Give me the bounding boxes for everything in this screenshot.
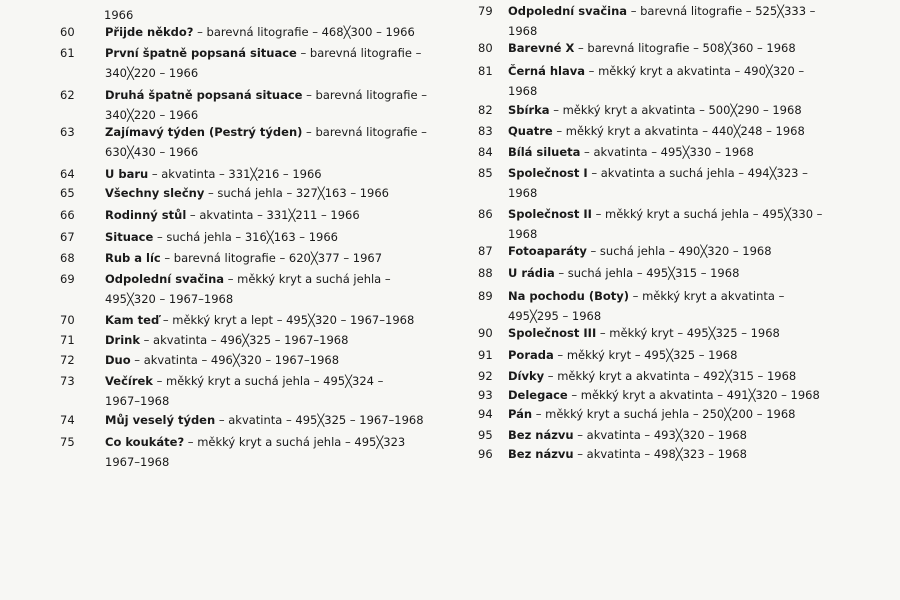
entry-title: Situace	[105, 230, 154, 244]
entry-title: Odpolední svačina	[508, 4, 628, 18]
entry-details: – měkký kryt a suchá jehla – 495╳323	[184, 435, 406, 449]
continuation-line: 1966	[104, 8, 134, 22]
entry-number: 87	[478, 244, 493, 258]
entry-number: 96	[478, 447, 493, 461]
entry-number: 74	[60, 413, 75, 427]
entry-details-cont: 1968	[508, 84, 538, 98]
entry-details-cont: 1967–1968	[105, 394, 170, 408]
entry-number: 72	[60, 353, 75, 367]
entry-details: – měkký kryt a lept – 495╳320 – 1967–1968	[159, 313, 415, 327]
entry-title: Porada	[508, 348, 554, 362]
entry-details-cont: 495╳295 – 1968	[508, 309, 602, 323]
entry-title: Na pochodu (Boty)	[508, 289, 630, 303]
entry-details-cont: 1968	[508, 186, 538, 200]
entry-details: – měkký kryt a akvatinta –	[629, 289, 785, 303]
entry-details-cont: 340╳220 – 1966	[105, 108, 199, 122]
entry-details: – barevná litografie –	[302, 88, 427, 102]
entry-details: – akvatinta – 493╳320 – 1968	[573, 428, 747, 442]
entry-details: – barevná litografie – 525╳333 –	[627, 4, 816, 18]
entry-title: Duo	[105, 353, 131, 367]
entry-title: První špatně popsaná situace	[105, 46, 297, 60]
entry-title: Dívky	[508, 369, 545, 383]
entry-title: Drink	[105, 333, 140, 347]
entry-title: Bez názvu	[508, 428, 574, 442]
entry-title: Kam teď	[105, 313, 160, 327]
entry-details: – měkký kryt a suchá jehla – 495╳324 –	[152, 374, 384, 388]
entry-number: 70	[60, 313, 75, 327]
entry-details: – akvatinta – 496╳320 – 1967–1968	[130, 353, 340, 367]
entry-number: 83	[478, 124, 493, 138]
entry-number: 93	[478, 388, 493, 402]
entry-details: – barevná litografie –	[302, 125, 427, 139]
entry-number: 67	[60, 230, 75, 244]
entry-details: – měkký kryt a suchá jehla – 250╳200 – 1968	[532, 407, 796, 421]
entry-details: – měkký kryt a akvatinta – 490╳320 –	[585, 64, 805, 78]
entry-details-cont: 495╳320 – 1967–1968	[105, 292, 234, 306]
entry-title: Rub a líc	[105, 251, 161, 265]
entry-details: – suchá jehla – 327╳163 – 1966	[204, 186, 389, 200]
entry-title: Přijde někdo?	[105, 25, 194, 39]
entry-title: Quatre	[508, 124, 553, 138]
entry-title: Bez názvu	[508, 447, 574, 461]
entry-number: 69	[60, 272, 75, 286]
entry-title: Delegace	[508, 388, 568, 402]
entry-title: Zajímavý týden (Pestrý týden)	[105, 125, 303, 139]
entry-title: U baru	[105, 167, 149, 181]
entry-details-cont: 340╳220 – 1966	[105, 66, 199, 80]
entry-details-cont: 1967–1968	[105, 455, 170, 469]
entry-number: 63	[60, 125, 75, 139]
entry-details: – barevná litografie – 620╳377 – 1967	[160, 251, 383, 265]
entry-number: 88	[478, 266, 493, 280]
entry-number: 60	[60, 25, 75, 39]
entry-title: Co koukáte?	[105, 435, 185, 449]
entry-number: 81	[478, 64, 493, 78]
entry-details: – akvatinta a suchá jehla – 494╳323 –	[587, 166, 808, 180]
entry-number: 84	[478, 145, 493, 159]
entry-details: – měkký kryt a akvatinta – 492╳315 – 1968	[544, 369, 797, 383]
entry-number: 68	[60, 251, 75, 265]
entry-details: – barevná litografie – 508╳360 – 1968	[574, 41, 796, 55]
entry-details: – akvatinta – 495╳325 – 1967–1968	[215, 413, 424, 427]
entry-details-cont: 630╳430 – 1966	[105, 145, 199, 159]
entry-number: 65	[60, 186, 75, 200]
entry-number: 64	[60, 167, 75, 181]
entry-details: – akvatinta – 331╳216 – 1966	[148, 167, 322, 181]
entry-details: – měkký kryt – 495╳325 – 1968	[553, 348, 738, 362]
entry-number: 90	[478, 326, 493, 340]
entry-number: 80	[478, 41, 493, 55]
entry-number: 91	[478, 348, 493, 362]
entry-title: Můj veselý týden	[105, 413, 216, 427]
entry-number: 92	[478, 369, 493, 383]
entry-details: – suchá jehla – 316╳163 – 1966	[153, 230, 338, 244]
entry-title: U rádia	[508, 266, 555, 280]
entry-number: 89	[478, 289, 493, 303]
entry-details: – měkký kryt – 495╳325 – 1968	[596, 326, 780, 340]
entry-details: – měkký kryt a akvatinta – 500╳290 – 1968	[549, 103, 802, 117]
entry-number: 73	[60, 374, 75, 388]
entry-details: – měkký kryt a suchá jehla – 495╳330 –	[591, 207, 823, 221]
entry-number: 82	[478, 103, 493, 117]
entry-title: Večírek	[105, 374, 153, 388]
entry-details-cont: 1968	[508, 227, 538, 241]
entry-number: 66	[60, 208, 75, 222]
entry-title: Pán	[508, 407, 533, 421]
entry-title: Společnost II	[508, 207, 592, 221]
entry-number: 95	[478, 428, 493, 442]
entry-title: Sbírka	[508, 103, 550, 117]
entry-number: 79	[478, 4, 493, 18]
entry-title: Odpolední svačina	[105, 272, 225, 286]
entry-title: Rodinný stůl	[105, 208, 187, 222]
entry-number: 62	[60, 88, 75, 102]
entry-details: – akvatinta – 498╳323 – 1968	[573, 447, 747, 461]
entry-details: – akvatinta – 496╳325 – 1967–1968	[140, 333, 349, 347]
entry-title: Bílá silueta	[508, 145, 581, 159]
entry-title: Společnost III	[508, 326, 597, 340]
entry-title: Společnost I	[508, 166, 588, 180]
entry-details: – suchá jehla – 495╳315 – 1968	[554, 266, 740, 280]
entry-details: – měkký kryt a akvatinta – 440╳248 – 1968	[552, 124, 805, 138]
entry-number: 85	[478, 166, 493, 180]
entry-details-cont: 1968	[508, 24, 538, 38]
entry-number: 71	[60, 333, 75, 347]
entry-details: – barevná litografie – 468╳300 – 1966	[193, 25, 415, 39]
entry-number: 94	[478, 407, 493, 421]
entry-details: – měkký kryt a suchá jehla –	[224, 272, 391, 286]
entry-number: 61	[60, 46, 75, 60]
entry-details: – barevná litografie –	[296, 46, 422, 60]
entry-details: – akvatinta – 495╳330 – 1968	[580, 145, 754, 159]
entry-title: Fotoaparáty	[508, 244, 587, 258]
entry-title: Barevné X	[508, 41, 575, 55]
entry-details: – akvatinta – 331╳211 – 1966	[186, 208, 360, 222]
entry-details: – měkký kryt a akvatinta – 491╳320 – 1968	[567, 388, 820, 402]
entry-number: 75	[60, 435, 75, 449]
entry-title: Všechny slečny	[105, 186, 205, 200]
entry-details: – suchá jehla – 490╳320 – 1968	[586, 244, 772, 258]
entry-title: Černá hlava	[508, 64, 586, 78]
entry-number: 86	[478, 207, 493, 221]
entry-title: Druhá špatně popsaná situace	[105, 88, 303, 102]
